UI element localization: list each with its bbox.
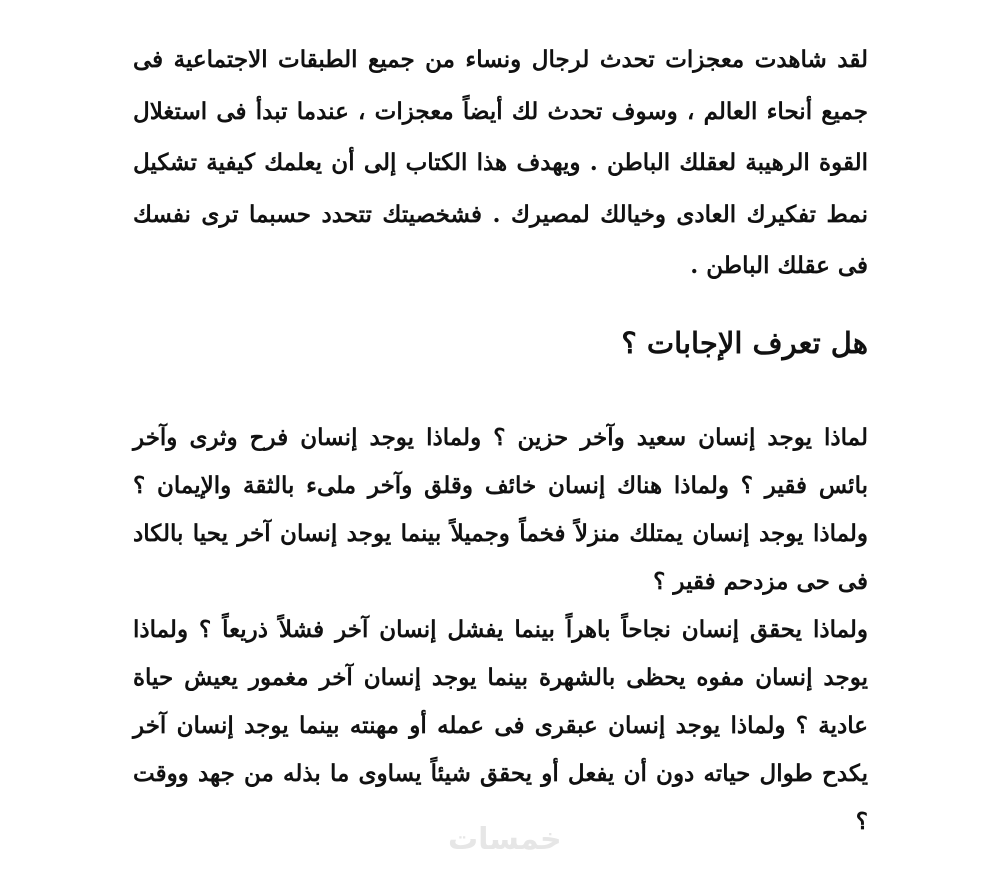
- questions-paragraph-1: لماذا يوجد إنسان سعيد وآخر حزين ؟ ولماذا يوجد إنسان فرح وثرى وآخر بائس فقير ؟ ولماذا هناك إنسان خائف وقلق وآخر ملىء بالثقة والإيمان ؟ ولماذا يوجد إنسان يمتلك منزلاً فخماً وجميلاً بينما يوجد إنسان آخر يحيا بالكاد فى حى مزدحم فقير ؟: [133, 424, 868, 595]
- questions-paragraph-2: ولماذا يحقق إنسان نجاحاً باهراً بينما يفشل إنسان آخر فشلاً ذريعاً ؟ ولماذا يوجد إنسان مفوه يحظى بالشهرة بينما يوجد إنسان آخر مغمور يعيش حياة عادية ؟ ولماذا يوجد إنسان عبقرى فى عمله أو مهنته بينما يوجد إنسان آخر يكدح طوال حياته دون أن يفعل أو يحقق شيئاً يساوى ما بذله من جهد ووقت ؟: [133, 616, 868, 835]
- section-heading: هل تعرف الإجابات ؟: [621, 326, 868, 360]
- khamsat-watermark: خمسات: [448, 822, 562, 857]
- intro-paragraph: لقد شاهدت معجزات تحدث لرجال ونساء من جميع الطبقات الاجتماعية فى جميع أنحاء العالم ، وسوف تحدث لك أيضاً معجزات ، عندما تبدأ فى استغلال القوة الرهيبة لعقلك الباطن . ويهدف هذا الكتاب إلى أن يعلمك كيفية تشكيل نمط تفكيرك العادى وخيالك لمصيرك . فشخصيتك تتحدد حسبما ترى نفسك فى عقلك الباطن .: [133, 46, 868, 279]
